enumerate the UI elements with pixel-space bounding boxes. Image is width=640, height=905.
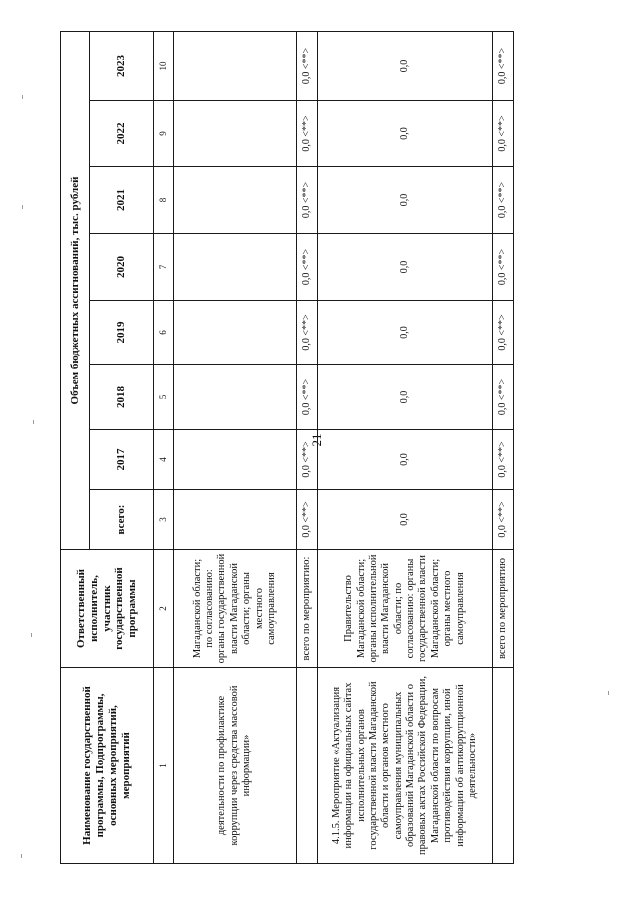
value-cell: 0,0 <**>	[493, 365, 514, 430]
value-cell: 0,0	[318, 167, 493, 234]
header-year: 2019	[90, 301, 154, 365]
header-total: всего:	[90, 490, 154, 550]
header-year: 2020	[90, 234, 154, 301]
header-year: 2021	[90, 167, 154, 234]
value-cell: 0,0 <**>	[493, 301, 514, 365]
value-cell	[174, 301, 297, 365]
table-row	[174, 31, 297, 863]
scan-mark	[22, 205, 23, 209]
value-cell	[174, 31, 297, 100]
table-row	[318, 31, 493, 863]
activity-name-cell	[493, 668, 514, 864]
value-cell	[174, 490, 297, 550]
value-cell: 0,0 <**>	[297, 490, 318, 550]
value-cell	[174, 167, 297, 234]
value-cell: 0,0 <**>	[493, 490, 514, 550]
table-row	[493, 31, 514, 863]
value-cell: 0,0 <**>	[297, 301, 318, 365]
column-number: 10	[154, 31, 174, 100]
value-cell: 0,0 <**>	[297, 365, 318, 430]
value-cell: 0,0 <**>	[297, 101, 318, 167]
column-number: 8	[154, 167, 174, 234]
value-cell: 0,0 <**>	[297, 430, 318, 490]
value-cell: 0,0 <**>	[297, 234, 318, 301]
value-cell: 0,0 <**>	[493, 167, 514, 234]
column-number: 3	[154, 490, 174, 550]
value-cell	[174, 234, 297, 301]
header-budget-group: Объем бюджетных ассигнований, тыс. рублей	[61, 31, 90, 549]
header-row-1	[61, 31, 90, 863]
value-cell: 0,0	[318, 490, 493, 550]
value-cell: 0,0 <**>	[493, 101, 514, 167]
value-cell: 0,0	[318, 430, 493, 490]
header-year: 2022	[90, 101, 154, 167]
column-number: 2	[154, 550, 174, 668]
rotated-table-frame	[60, 32, 577, 864]
column-number: 5	[154, 365, 174, 430]
value-cell: 0,0	[318, 31, 493, 100]
column-number-row	[154, 31, 174, 863]
activity-name-cell: 4.1.5. Мероприятие «Актуализация информации на официальных сайтах исполнительных органов государственной власти Магаданской области и органов местного самоуправления муниципальных образований Магаданской области о правовых актах Российской Федерации, Магаданской области по вопросам противодействия коррупции, иной информации об антикоррупционной деятельности»	[318, 668, 493, 864]
table-row	[297, 31, 318, 863]
scan-mark	[21, 854, 22, 858]
value-cell: 0,0 <**>	[297, 31, 318, 100]
executor-cell: Правительство Магаданской области; органы исполнительной власти Магаданской области; по согласованию: органы государственной власти Магаданской области; органы местного самоуправления	[318, 550, 493, 668]
value-cell: 0,0	[318, 234, 493, 301]
activity-name-cell: деятельности по профилактике коррупции через средства массовой информации»	[174, 668, 297, 864]
executor-cell: Магаданской области; по согласованию: органы государственной власти Магаданской области; органы местного самоуправления	[174, 550, 297, 668]
column-number: 7	[154, 234, 174, 301]
scan-mark	[22, 95, 23, 99]
executor-cell: всего по мероприятию	[493, 550, 514, 668]
activity-name-cell	[297, 668, 318, 864]
scan-mark	[33, 420, 34, 424]
header-executor: Ответственный исполнитель, участник государственной программы	[61, 550, 154, 668]
scan-mark	[608, 691, 609, 695]
value-cell	[174, 430, 297, 490]
column-number: 4	[154, 430, 174, 490]
scan-mark	[31, 633, 32, 637]
header-year: 2018	[90, 365, 154, 430]
value-cell: 0,0	[318, 365, 493, 430]
value-cell: 0,0	[318, 101, 493, 167]
value-cell	[174, 101, 297, 167]
column-number: 1	[154, 668, 174, 864]
executor-cell: всего по мероприятию:	[297, 550, 318, 668]
value-cell: 0,0 <**>	[493, 234, 514, 301]
value-cell	[174, 365, 297, 430]
column-number: 6	[154, 301, 174, 365]
value-cell: 0,0 <**>	[493, 31, 514, 100]
value-cell: 0,0 <**>	[297, 167, 318, 234]
column-number: 9	[154, 101, 174, 167]
header-year: 2017	[90, 430, 154, 490]
budget-table	[60, 31, 514, 864]
header-year: 2023	[90, 31, 154, 100]
value-cell: 0,0	[318, 301, 493, 365]
value-cell: 0,0 <**>	[493, 430, 514, 490]
rotated-table-area	[60, 32, 577, 864]
page-number: 21	[309, 433, 324, 447]
header-name: Наименование государственной программы, Подпрограммы, основных мероприятий, мероприятий	[61, 668, 154, 864]
